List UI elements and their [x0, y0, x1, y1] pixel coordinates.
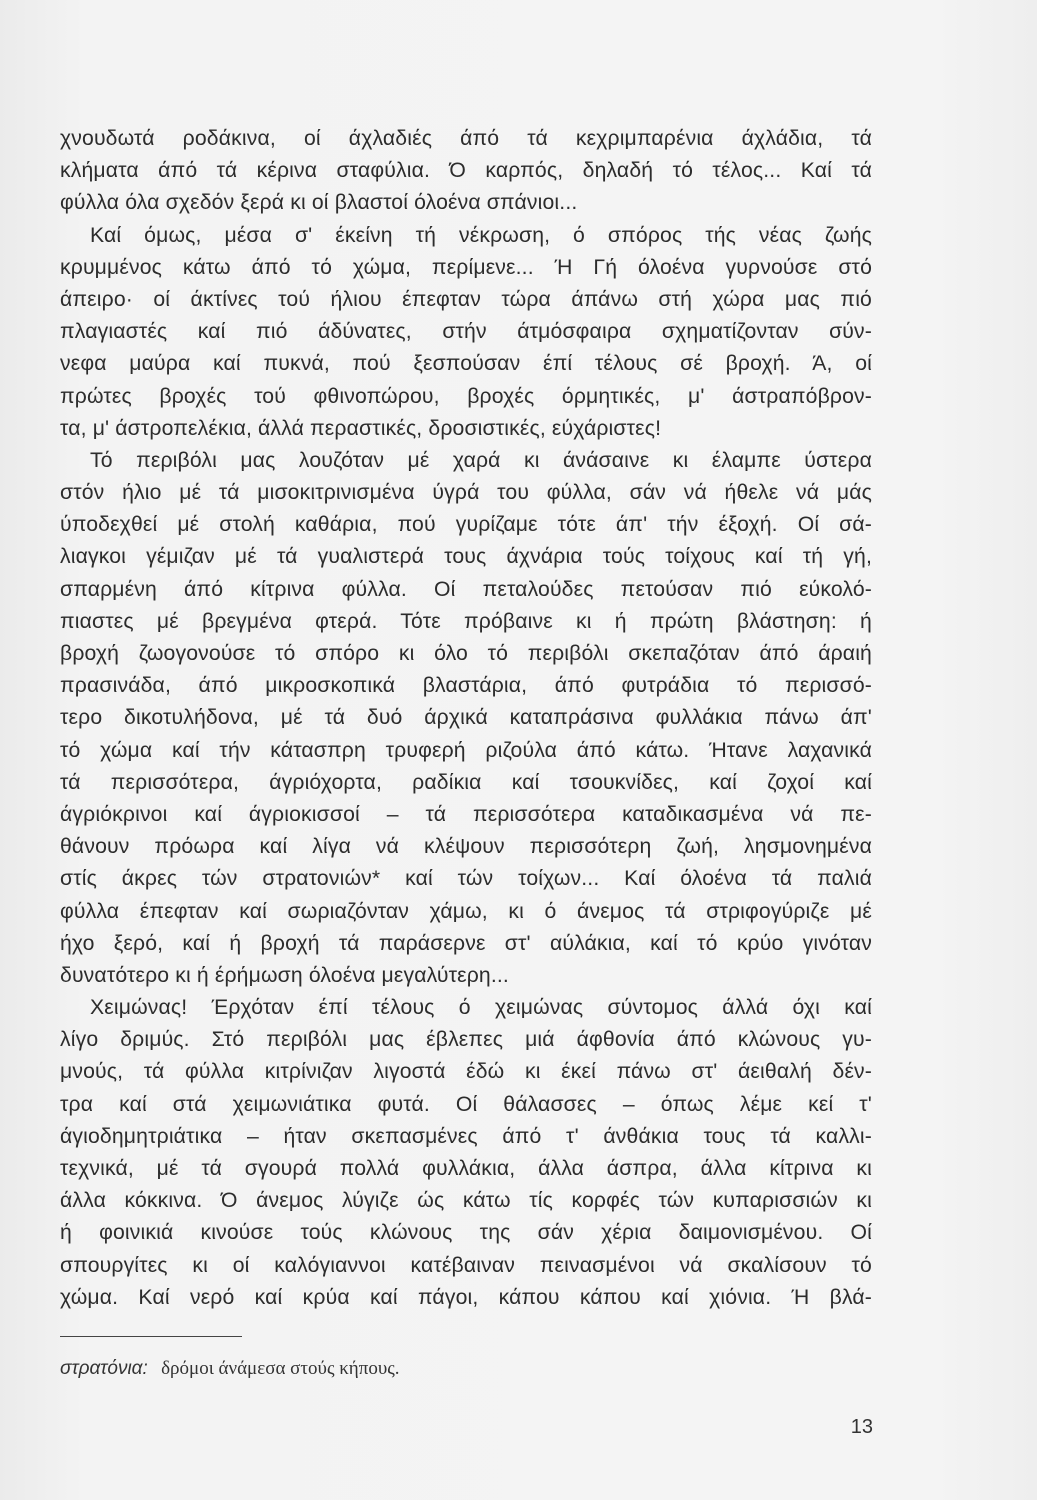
text-line: τά περισσότερα, άγριόχορτα, ραδίκια καί τσουκνίδες, καί ζοχοί καί: [60, 770, 872, 794]
text-line: χνουδωτά ροδάκινα, οί άχλαδιές άπό τά κεχριμπαρένια άχλάδια, τά: [60, 127, 872, 150]
text-line: λίγο δριμύς. Στό περιβόλι μας έβλεπες μιά άφθονία άπό κλώνους γυ-: [60, 1028, 872, 1052]
text-line: χώμα. Καί νερό καί κρύα καί πάγοι, κάπου κάπου καί χιόνια. Ή βλά-: [60, 1285, 872, 1309]
text-line: φύλλα όλα σχεδόν ξερά κι οί βλαστοί όλοένα σπάνιοι...: [60, 191, 578, 215]
text-line: πρασινάδα, άπό μικροσκοπικά βλαστάρια, άπό φυτράδια τό περισσό-: [60, 674, 872, 698]
footnote: [60, 1358, 400, 1380]
text-line: ύποδεχθεί μέ στολή καθάρια, πού γυρίζαμε τότε άπ' τήν έξοχή. Οί σά-: [60, 513, 872, 537]
footnote-definition: δρόμοι άνάμεσα στούς κήπους.: [161, 1358, 400, 1379]
page-number: 13: [850, 1416, 873, 1438]
text-line: άπειρο· οί άκτίνες τού ήλιου έπεφταν τώρα άπάνω στή χώρα μας πιό: [60, 287, 872, 311]
text-line: Καί όμως, μέσα σ' έκείνη τή νέκρωση, ό σπόρος τής νέας ζωής: [90, 223, 872, 247]
footnote-term: στρατόνια:: [60, 1358, 148, 1379]
text-line: μνούς, τά φύλλα κιτρίνιζαν λιγοστά έδώ κι έκεί πάνω στ' άειθαλή δέν-: [60, 1060, 872, 1084]
text-line: κλήματα άπό τά κέρινα σταφύλια. Ό καρπός, δηλαδή τό τέλος... Καί τά: [60, 159, 872, 183]
text-line: νεφα μαύρα καί πυκνά, πού ξεσπούσαν έπί τέλους σέ βροχή. Ά, οί: [60, 352, 872, 376]
text-line: σπουργίτες κι οί καλόγιαννοι κατέβαιναν πεινασμένοι νά σκαλίσουν τό: [60, 1253, 872, 1277]
text-line: άγριόκρινοι καί άγριοκισσοί – τά περισσότερα καταδικασμένα νά πε-: [60, 802, 872, 826]
body-text: [60, 123, 872, 1314]
text-line: βροχή ζωογονούσε τό σπόρο κι όλο τό περιβόλι σκεπαζόταν άπό άραιή: [60, 642, 872, 665]
text-line: στίς άκρες τών στρατονιών* καί τών τοίχων... Καί όλοένα τά παλιά: [60, 867, 872, 891]
text-line: πιαστες μέ βρεγμένα φτερά. Τότε πρόβαινε κι ή πρώτη βλάστηση: ή: [60, 609, 872, 633]
text-line: τα, μ' άστροπελέκια, άλλά περαστικές, δροσιστικές, εύχάριστες!: [60, 416, 662, 440]
text-line: σπαρμένη άπό κίτρινα φύλλα. Οί πεταλούδες πετούσαν πιό εύκολό-: [60, 577, 872, 601]
footnote-divider: [60, 1336, 242, 1337]
text-line: τρα καί στά χειμωνιάτικα φυτά. Οί θάλασσες – όπως λέμε κεί τ': [60, 1092, 872, 1116]
text-line: δυνατότερο κι ή έρήμωση όλοένα μεγαλύτερη...: [60, 963, 509, 987]
text-line: Χειμώνας! Έρχόταν έπί τέλους ό χειμώνας σύντομος άλλά όχι καί: [90, 996, 872, 1020]
text-line: λιαγκοι γέμιζαν μέ τά γυαλιστερά τους άχνάρια τούς τοίχους καί τή γή,: [60, 545, 872, 569]
text-line: πλαγιαστές καί πιό άδύνατες, στήν άτμόσφαιρα σχηματίζονταν σύν-: [60, 320, 872, 344]
text-line: κρυμμένος κάτω άπό τό χώμα, περίμενε... Ή Γή όλοένα γυρνούσε στό: [60, 255, 872, 279]
text-line: Τό περιβόλι μας λουζόταν μέ χαρά κι άνάσαινε κι έλαμπε ύστερα: [90, 448, 872, 472]
text-line: ήχο ξερό, καί ή βροχή τά παράσερνε στ' αύλάκια, καί τό κρύο γινόταν: [60, 931, 872, 955]
text-line: τεχνικά, μέ τά σγουρά πολλά φυλλάκια, άλλα άσπρα, άλλα κίτρινα κι: [60, 1157, 872, 1180]
text-line: ή φοινικιά κινούσε τούς κλώνους της σάν χέρια δαιμονισμένου. Οί: [60, 1221, 872, 1245]
text-line: τό χώμα καί τήν κάτασπρη τρυφερή ριζούλα άπό κάτω. Ήτανε λαχανικά: [60, 738, 872, 762]
text-line: άγιοδημητριάτικα – ήταν σκεπασμένες άπό τ' άνθάκια τους τά καλλι-: [60, 1124, 872, 1148]
text-line: πρώτες βροχές τού φθινοπώρου, βροχές όρμητικές, μ' άστραπόβρον-: [60, 384, 872, 408]
text-line: τερο δικοτυλήδονα, μέ τά δυό άρχικά καταπράσινα φυλλάκια πάνω άπ': [60, 706, 872, 730]
text-line: στόν ήλιο μέ τά μισοκιτρινισμένα ύγρά του φύλλα, σάν νά ήθελε νά μάς: [60, 481, 872, 505]
text-line: φύλλα έπεφταν καί σωριαζόνταν χάμω, κι ό άνεμος τά στριφογύριζε μέ: [60, 899, 872, 923]
text-line: θάνουν πρόωρα καί λίγα νά κλέψουν περισσότερη ζωή, λησμονημένα: [60, 835, 872, 859]
text-line: άλλα κόκκινα. Ό άνεμος λύγιζε ώς κάτω τίς κορφές τών κυπαρισσιών κι: [60, 1189, 872, 1213]
